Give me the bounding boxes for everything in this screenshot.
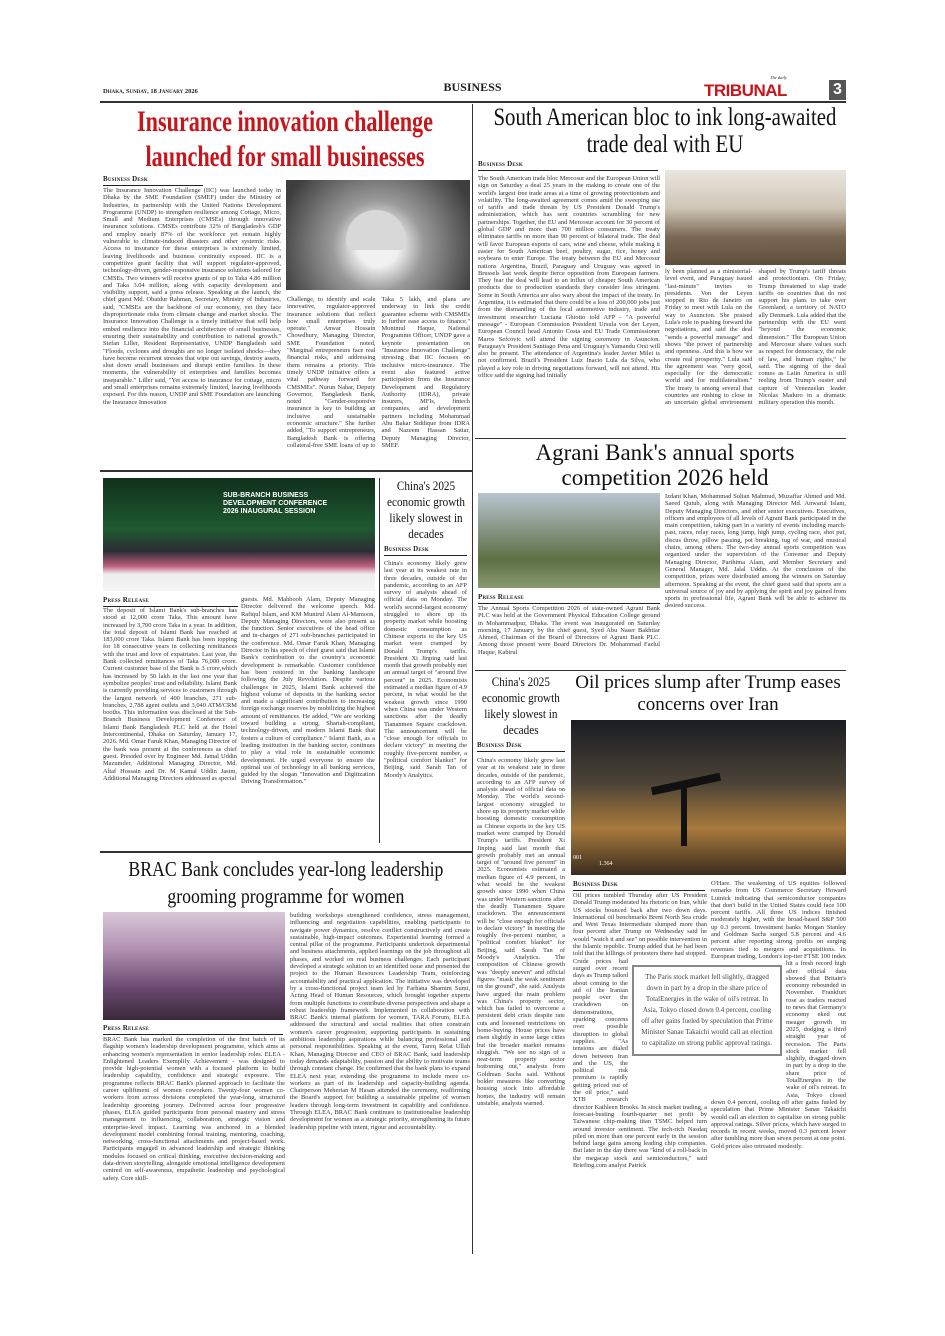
insurance-headline-box bbox=[100, 104, 470, 174]
china-headline: China's 2025 economic growth likely slowest in decades bbox=[387, 478, 465, 541]
chart-overlay-label: 001 bbox=[573, 855, 582, 861]
dateline: Dhaka, Sunday, 18 January 2026 bbox=[103, 88, 198, 95]
insurance-headline: Insurance innovation challenge launched for small businesses bbox=[136, 105, 434, 173]
brac-byline: Press Release bbox=[103, 1024, 283, 1035]
conference-photo bbox=[103, 478, 375, 591]
section-rule bbox=[475, 670, 846, 671]
chart-overlay-value: 1.364 bbox=[599, 861, 613, 867]
oil-col1: Oil prices tumbled Thursday after US President Donald Trump moderated his rhetoric on Iran, while US stocks bounced back after two down days. International oil benchmarks Brent North Sea crude and West Texas Intermediate slumped more than four percent after Trump on Wednesday said he would "watch it and see" on possible intervention in the Islamic republic. Trump added that he had been told that the killings of protesters there had stopped. Crude prices had surged over recent days as Trump talked about coming to the aid of the Iranian people over the crackdown on demonstrations, sparking concerns over possible disruption to global supplies. "As tensions are dialed down between Iran and the US, the political risk premium is rapidly getting priced out of the oil price," said XTB research director Kathleen Brooks. In stock market trading, a forecast-busting fourth-quarter net profit by Taiwanese chip-making titan TSMC helped turn around investor sentiment. The tech-rich Nasdaq piled on more than one percent early in the session behind large gains among leading chip companies. But later in the day there was "kind of a roll-back in the megacap stock and semiconductors," said Briefing.com analyst Patrick bbox=[573, 892, 707, 1169]
brac-col1: BRAC Bank has marked the completion of the first batch of its flagship women's leadership development programme, which aims at enhancing women's representation in senior leadership roles. ELEA - Enlightened Leaders Exemplify Achievement - was designed to provide high-potential women with a focused platform to build leadership capability, confidence and strategic exposure. The programme reflects BRAC Bank's planned approach to facilitate the career upliftment of women coworkers. Twenty-four women co-workers from across divisions completed the year-long, structured leadership grooming journey. Delivered across four progressive phases, ELEA guided participants from personal mastery and stress management to influencing, collaboration, strategic vision and enterprise-level impact. Learning was anchored in a blended development model combining formal training, mentoring, coaching, networking, cross-functional attachments and project-based work. Participants engaged in advanced leadership and strategic thinking modules focused on critical thinking, executive decision-making and data-driven storytelling, alongside emotional intelligence development centred on self-awareness, empathetic leadership and psychological safety. Core skill- bbox=[103, 1036, 285, 1182]
mercosur-byline: Business Desk bbox=[478, 160, 658, 171]
oil-col2: O'Hare. The weakening of US equities followed remarks from US Commerce Secretary Howard Lutnick indicating that semiconductor companies that don't build in the United States could face 100 percent tariffs. All three US indices finished moderately higher, with the broad-based S&P 500 up 0.3 percent. Investment banks Morgan Stanley and Goldman Sachs surged 5.8 percent and 4.6 percent after reporting strong profits on surging revenues tied to mergers and acquisitions. In European trading, London's top-tier FTSE 100 index hit a fresh record high after official data showed that Britain's economy rebounded in November. Frankfurt rose as traders reacted to news that Germany's economy eked out meager growth in 2025, dodging a third straight year of recession. The Paris stock market fell slightly, dragged down in part by a drop in the share price of TotalEnergies in the wake of oil's retreat. In Asia, Tokyo closed down 0.4 percent, cooling off after gains fueled by speculation that Prime Minister Sanae Takaichi would call an election to capitalize on strong public approval ratings. Silver prices, which have surged to records in recent weeks, moved 0.3 percent lower after tumbling more than seven percent at one point. Gold prices also retreated modestly. bbox=[711, 880, 846, 1150]
logo-wordmark: TRIBUNAL bbox=[704, 81, 787, 100]
china-headline-box bbox=[383, 478, 469, 542]
brac-col2: building workshops strengthened confidence, stress management, influencing and negotiation capabilities, enabling participants to navigate power dynamics, resolve conflict constructively and create sustainable, high-impact outcomes. Experiential learning formed a central pillar of the programme. Participants undertook departmental and business attachments, applied learnings on the job throughout all phases, and worked on real business challenges. Each participant developed a strategic solution to an identified issue and presented the project to the Human Resources Leadership Team, reinforcing accountability and practical application. The initiative was developed by a cross-functional project team led by Farhana Shamim Sumi, Acting Head of Human Resources, which brought together experts from multiple functions to contribute diverse perspectives and shape a robust leadership framework. Implemented in collaboration with BRAC Bank's internal platform for women, TARA Forum, ELEA addressed the structural and social realities that often constrain women's career progression, supporting participants in sustaining ambitious leadership aspirations while balancing professional and personal responsibilities. Speaking at the event, Tareq Refat Ullah Khan, Managing Director and CEO of BRAC Bank, said leadership today demands adaptability, passion and the ability to motivate teams through constant change. He confirmed that the bank plans to expand ELEA next year, extending the programme to include more co-workers as part of its leadership and capacity-building agenda. Chairperson Meherian M Hasan attended the ceremony, reaffirming the Board's support for building a sustainable pipeline of women leaders through long-term investment in capability and confidence. Through ELEA, BRAC Bank continues to institutionalise leadership development for women as a strategic priority, strengthening its future leadership pipeline with intent, rigour and accountability. bbox=[290, 912, 470, 1131]
insurance-col2: Challenge, to identify and scale innovative, regulator-approved insurance solutions that reflect how small enterprises truly operate." Anwar Hossain Chowdhury, Managing Director, SME Foundation noted, "Marginal entrepreneurs face real financial risks, and addressing them remains a priority. This timely UNDP initiative offers a vital pathway forward for CMSMEs". Nurun Nahar, Deputy Governor, Bangladesh Bank, noted "Gender-responsive insurance is key to building an inclusive and sustainable economic structure." She further added, "To support entrepreneurs, Bangladesh Bank is offering collateral-free SME loans of up to Taka 5 lakh, and plans are underway to link the credit guarantee scheme with CMSMEs to further ease access to finance." Monimul Haque, National Programme Officer, UNDP gave a keynote presentation on "Insurance Innovation Challenge" stressing that IIC focuses on inclusive micro-insurance. The event also featured active participation from the Insurance Development and Regulatory Authority (IDRA), private insurers, MFIs, fintech companies, and development partners including Mohammad Abu Bakar Siddique from IDRA and Nazeem Hassan Sattar, Deputy Managing Director, SMEF. bbox=[287, 296, 470, 449]
oil-col2-wrap bbox=[711, 880, 846, 1252]
agrani-sports-headline: Agrani Bank's annual sports competition 2026 held bbox=[535, 440, 795, 490]
oil-headline: Oil prices slump after Trump eases concerns over Iran bbox=[575, 672, 841, 715]
conference-banner-text: SUB-BRANCH BUSINESS DEVELOPMENT CONFERENCE 2026 INAUGURAL SESSION bbox=[223, 492, 328, 515]
section-rule bbox=[100, 470, 472, 472]
section-rule bbox=[100, 851, 472, 853]
china-repeat-body: China's economy likely grew last year at its weakest rate in three decades, outside of the pandemic, according to an AFP survey of analysts ahead of official data on Monday. The world's second-largest economy struggled to shore up its property market while boosting domestic consumption as Chinese exports to the key US market were cramped by Donald Trump's tariffs. President Xi Jinping said last month that growth probably met an annual target of "around five percent" in 2025. Economists estimated a median figure of 4.9 percent, in what would be the weakest growth since 1990 when China was under Western sanctions after the deadly Tiananmen Square crackdown. The announcement will be "close enough for officials to declare victory" in meeting the roughly five-percent number, a "political comfort blanket" for Beijing, said Sarah Tan of Moody's Analytics. The composition of Chinese growth was "deeply uneven" and official figures "mask the weak sentiment on the ground", she said. Analysts have argued the main problem was China's property sector, which has failed to overcome a persistent debt crisis despite rate cuts and loosened restrictions on home-buying. House prices have risen slightly in some large cities but the broader market remains sluggish. "We see no sign of a near-term property sector bottoming out," analysts from Goldman Sachs said. Without bolder measures like converting housing stock into affordable homes, the industry will remain unstable, analysts warned. bbox=[477, 757, 565, 1107]
insurance-photo bbox=[286, 180, 470, 290]
oil-byline: Business Desk bbox=[573, 880, 705, 891]
oil-col1-wrap bbox=[573, 892, 707, 1252]
china-repeat-byline: Business Desk bbox=[477, 741, 565, 752]
islami-col2: guests. Md. Mahboob Alam, Deputy Managing Director delivered the welcome speech. Md. Rafiqul Islam, and KM Munirul Alam Al-Mamoon, Deputy Managing Directors, were also present as the function. Senior executives of the head office and in-charges of 271 sub-branches participated in the conference. Md. Omar Faruk Khan, Managing Director in his speech of chief guest said that Islami Bank's contribution to the country's economic development is remarkable. Customer confidence has been restored in the banking landscape following the July Revolution. Despite various challenges in 2025, Islami Bank achieved the highest volume of deposits in the banking sector and made a significant contribution to increasing foreign exchange reserves by mobilizing the highest amount of remittances. He added, "We are working toward building a strong, Shariah-compliant, technology-driven, and modern Islami Bank that fosters a culture of compliance." Islami Bank, as a leading institution in the banking sector, continues to play a vital role in sustainable economic development. He urged everyone to ensure the optimal use of technology in all banking services, guided by the slogan "Innovation and Digitization Driving Transformation." bbox=[241, 596, 375, 786]
pull-quote bbox=[632, 965, 782, 1056]
islami-byline: Press Release bbox=[103, 596, 238, 607]
section-title: BUSINESS bbox=[443, 80, 502, 94]
mercosur-headline: South American bloc to ink long-awaited trade deal with EU bbox=[493, 104, 837, 158]
column-divider bbox=[472, 104, 473, 1254]
pumpjack-base bbox=[681, 786, 687, 846]
agrani-sports-col1: The Annual Sports Competition 2026 of state-owned Agrani Bank PLC was held at the Government Physical Education College ground in Mohammadpur, Dhaka. The event was inaugurated on Saturday morning, 17 January, by the chief guest, Syed Abu Naser Bakhtiar Ahmed, Chairman of the Board of Directors of Agrani Bank PLC. Among those present were Board Directors Dr. Mohammad Fazlul Haque, Kabirul bbox=[478, 605, 660, 656]
china-repeat-headline-box bbox=[477, 674, 565, 738]
china-repeat-box bbox=[477, 674, 565, 1254]
oil-pump-photo bbox=[571, 720, 846, 875]
agrani-sports-col2: Izdani Khan, Mohammad Sultan Mahmud, Muzaffar Ahmed and Md. Saeed Qutub, along with Managing Director Md. Anwarul Islam, Deputy Managing Directors, and other senior executives. Executives, officers and employees of all levels of Agrani Bank participated in the main competition, taking part in a variety of events including march-past, races, relay races, long jump, high jump, cycling race, shot put, discus throw, pillow passing, pot breaking, tug of war, and musical chairs, among others. The two-day annual sports competition was organized under the supervision of the Convener and Deputy Managing Director, Parihima Alam, and Member Secretary and General Manager, Md. Jalal Uddin. At the conclusion of the competition, prizes were distributed among the winners on Saturday afternoon. Speaking at the event, the chief guest said that sports are a universal source of joy and by applying the spirit and joy gained from sports in professional life, Agrani Bank will be able to achieve its desired success. bbox=[665, 493, 846, 610]
insurance-col1: The Insurance Innovation Challenge (IIC) was launched today in Dhaka by the SME Foundation (SMEF) under the Ministry of Industries, in partnership with the United Nations Development Programme (UNDP) to strengthen resilience among Cottage, Micro, Small and Medium Enterprises (CMSEs) through innovative insurance solutions. CMSEs contribute 32% of Bangladesh's GDP and employ nearly 87% of the workforce yet remain highly vulnerable to climate-induced disasters and other systemic risks. Access to insurance for these enterprises is extremely limited, leaving livelihoods and business continuity exposed. IIC is a competitive grant facility that will support regulator-approved, technology-driven, gender-responsive insurance solutions tailored for CMSEs. Two winners will receive grants of up to Taka 4.86 million and Taka 3.04 million, along with capacity development and visibility support, said a press release. Speaking at the launch, the chief guest Md. Obaidur Rahman, Secretary, Ministry of Industries, said, "CMSEs are the backbone of our economy, yet they face disproportionate risks from climate change and market shocks. The Insurance Innovation Challenge is a timely initiative that will help embed resilience into the financial architecture of small businesses, ensuring their sustainability and contribution to national growth." Stefan Liller, Resident Representative, UNDP Bangladesh said "Floods, cyclones and droughts are no longer isolated shocks—they have become recurrent stresses that wipe out savings, destroy assets, shut down small businesses and disrupt entire families. In these moments, the vulnerability of enterprises and families becomes inseparable." Liller said, "Yet access to insurance for cottage, micro and small enterprises remains extremely limited, leaving livelihoods exposed. For this reason, UNDP and SME Foundation are launching the Insurance Innovation bbox=[103, 187, 281, 406]
brac-headline: BRAC Bank concludes year-long leadership grooming programme for women bbox=[128, 857, 444, 908]
brac-photo bbox=[103, 912, 285, 1020]
mercosur-col2: ly been planned as a ministerial-level event, and Paraguay issued "last-minute" invites to presidents. Von der Leyen stopped in Rio de Janeiro on Friday to meet with Lula on the way to Asuncion. She praised Lula's role in pushing forward the negotiations, and said the deal "sends a powerful message" and shows "the power of partnership and openness. And this is how we create real prosperity." Lula said the agreement was "very good, especially for the democratic world and for multilateralism." The treaty is among several that countries are rushing to close in an uncertain global environment shaped by Trump's tariff threats and protectionism. On Friday, Trump threatened to slap trade tariffs on countries that do not support his plans to take over Greenland, a territory of NATO ally Denmark. Lula added that the partnership with the EU went "beyond the economic dimension." The European Union and Mercosur share values such as respect for democracy, the rule of law, and human rights," he said. The signing of the deal comes as Latin America is still reeling from Trump's ouster and capture of Venezuelan leader Nicolas Maduro in a dramatic military operation this month. bbox=[665, 268, 846, 407]
china-body: China's economy likely grew last year at its weakest rate in three decades, outside of the pandemic, according to an AFP survey of analysts ahead of official data on Monday. The world's second-largest economy struggled to shore up its property market while boosting domestic consumption as Chinese exports to the key US market were cramped by Donald Trump's tariffs. President Xi Jinping said last month that growth probably met an annual target of "around five percent" in 2025. Economists estimated a median figure of 4.9 percent, in what would be the weakest growth since 1990 when China was under Western sanctions after the deadly Tiananmen Square crackdown. The announcement will be "close enough for officials to declare victory" in meeting the roughly five-percent number, a "political comfort blanket" for Beijing, said Sarah Tan of Moody's Analytics. bbox=[384, 560, 467, 779]
umbrella-hands-graphic bbox=[346, 210, 406, 250]
page-number: 3 bbox=[829, 80, 846, 100]
insurance-byline: Business Desk bbox=[103, 175, 203, 186]
china-box bbox=[379, 478, 471, 843]
china-repeat-headline: China's 2025 economic growth likely slowest in decades bbox=[481, 674, 560, 737]
section-rule bbox=[475, 438, 846, 439]
pull-quote-text: The Paris stock market fell slightly, dragged down in part by a drop in the share price of TotalEnergies in the wake of oil's retreat. In Asia, Tokyo closed down 0.4 percent, cooling off after gains fueled by speculation that Prime Minister Sanae Takaichi would call an election to capitalize on strong public approval ratings. bbox=[641, 973, 773, 1047]
cattle-photo bbox=[665, 170, 846, 265]
mercosur-col1: The South American trade bloc Mercosur and the European Union will sign on Saturday a deal 25 years in the making to create one of the world's largest free trade areas at a time of growing protectionism and volatility. The long-awaited agreement comes amid the sweeping use of tariffs and trade threats by US President Donald Trump's administration, which has sent countries scrambling for new partnerships. Together, the EU and Mercosur account for 30 percent of global GDP and more than 700 million consumers. The treaty eliminates tariffs on more than 90 percent of bilateral trade. The deal will favor European exports of cars, wine and cheese, while making it easier for South American beef, poultry, sugar, rice, honey and soybeans to enter Europe. The treaty between the EU and Mercosur nations Argentina, Brazil, Paraguay and Uruguay was agreed in Brussels last week despite fierce opposition from European farmers. They fear the deal will lead to an influx of cheaper South American products due to production standards they consider less stringent. Some in South America are also wary about the impact of the treaty. In Argentina, it is estimated that there could be a loss of 200,000 jobs just from the dismantling of the local automotive industry, trade and investment researcher Luciana Ghiotto told AFP - "A powerful message" - European Commission President Ursula von der Leyen, European Council head Antonio Costa and EU Trade Commissioner Maros Sefcovic will attend the signing ceremony in Asuncion. Paraguay's President Santiago Pena and Uruguay's Yamandu Orsi will also be present. The attendance of Argentina's leader Javier Milei is not confirmed. Brazil's President Luiz Inacio Lula da Silva, who played a key role in driving negotiations forward, will not attend. His office said the signing had initially bbox=[478, 175, 660, 380]
header-rule bbox=[100, 101, 846, 103]
logo-tagline: The daily bbox=[770, 75, 787, 80]
logo bbox=[700, 75, 846, 100]
islami-col1: The deposit of Islami Bank's sub-branches has stood at 12,000 crore Taka. This amount have increased by 3,700 crore Taka in a year. In addition, the total deposit of Islami Bank has reached at 183,000 crore Taka. Islami Bank has been topping for 18 consecutive years in collecting remittances with the trust and love of expatriates. Last year, the Bank collected remittances of Taka 76,000 crore. Current customer base of the Bank is 3 crore,which has increased by 50 lakh in the last one year that symbolize peoples' trust and reliability. Islami Bank is currently providing services to customers through the largest network of 400 branches, 271 sub-branches, 2,788 agent outlets and 3,040 ATM/CRM booths. This information was disclosed at the Sub-Branch Business Development Conference of Islami Bank Bangladesh PLC held at the Hotel Intercontinental, Dhaka on Saturday, January 17, 2026. Md. Omar Faruk Khan, Managing Director of the bank was present at the conferences as chief guest. Presided over by Engineer Md. Jamal Uddin Mazumder, Additional Managing Director, Md. Altaf Hossain and Dr. M Kamal Uddin Jasim, Additional Managing Directors addressed as special bbox=[103, 607, 237, 782]
agrani-sports-byline: Press Release bbox=[478, 593, 660, 604]
sports-photo bbox=[478, 493, 660, 588]
brac-headline-box bbox=[100, 856, 472, 910]
mercosur-headline-box bbox=[490, 104, 840, 158]
china-byline: Business Desk bbox=[384, 545, 467, 556]
